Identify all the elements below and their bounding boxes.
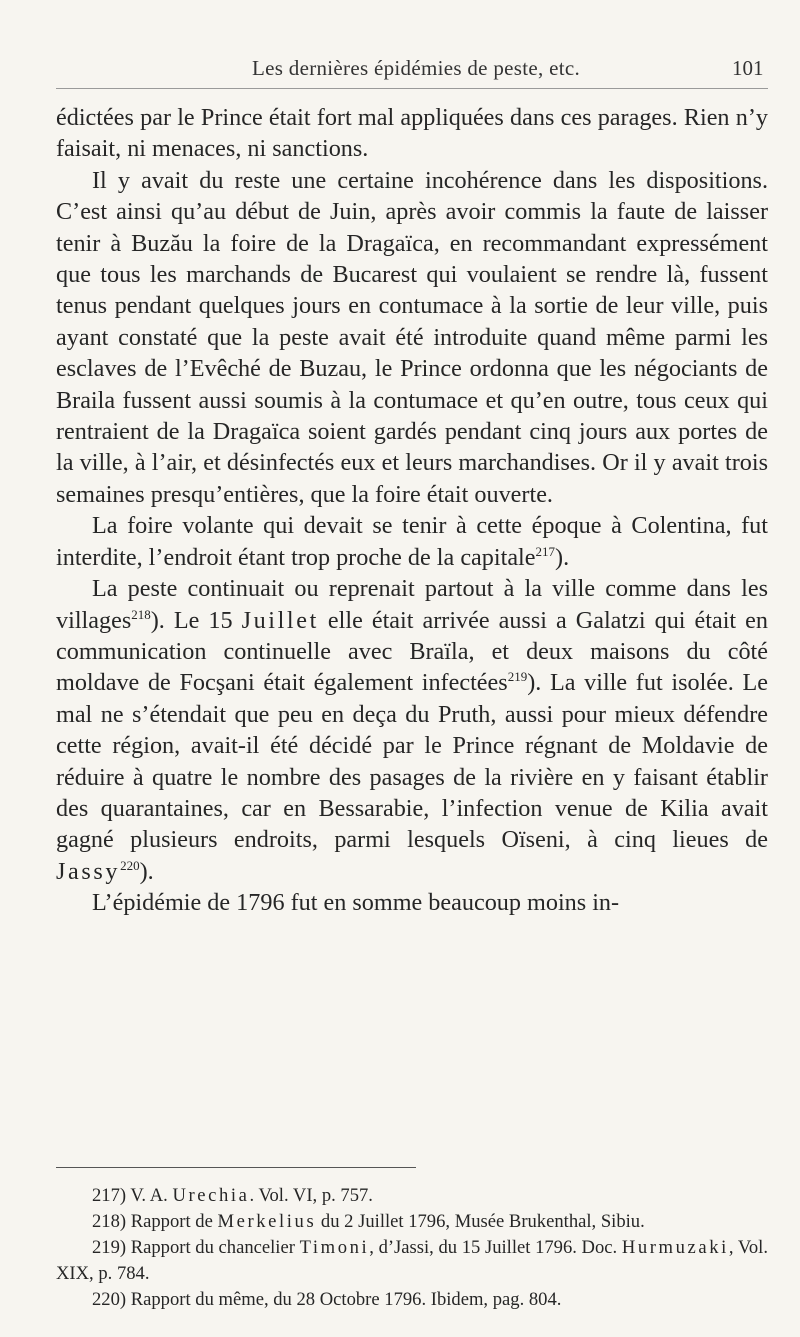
paragraph-3-end: ).	[555, 543, 570, 571]
footnote-text: . Vol. VI, p. 757.	[249, 1185, 373, 1206]
note-ref-220[interactable]: 220	[120, 857, 140, 873]
paragraph-1-text: édictées par le Prince était fort mal appliquées dans ces parages. Rien n’y faisait, ni menaces, ni sanctions.	[56, 104, 768, 163]
note-ref-217[interactable]: 217	[535, 543, 556, 559]
paragraph-4-text-1: La peste continuait ou reprenait partout à la ville comme dans les villages	[56, 575, 768, 634]
paragraph-5	[56, 887, 768, 918]
page-number: 101	[732, 56, 764, 80]
footnote-220	[56, 1287, 768, 1313]
footnote-text: Rapport de	[130, 1211, 218, 1232]
paragraph-3	[56, 510, 768, 573]
footnote-mark: 217)	[92, 1185, 131, 1206]
footnote-text: Rapport du chancelier	[130, 1237, 300, 1258]
place-name-spaced: Jassy	[56, 857, 121, 885]
paragraph-4-text-2: ). Le 15	[150, 606, 242, 634]
header-rule	[56, 88, 768, 89]
paragraph-4-text-4: ). La ville fut isolée. Le mal ne s’étendait que peu en deça du Pruth, aussi pour mieux défendre cette région, avait-il été décidé par le Prince régnant de Moldavie de réduire à quatre le nombre des pasages de la rivière en y faisant établir des quarantaines, car en Bessarabie, l’infection venue de Kilia avait gagné plusieurs endroits, parmi lesquels Oïseni, à cinq lieues de	[56, 669, 768, 854]
footnote-219	[56, 1235, 768, 1287]
footnote-author-2: Hurmuzaki	[621, 1237, 729, 1258]
footnote-mark: 218)	[92, 1211, 131, 1232]
paragraph-1	[56, 102, 768, 165]
footnote-text: Rapport du même, du 28 Octobre 1796. Ibidem, pag. 804.	[130, 1289, 562, 1310]
footnote-rule	[56, 1167, 416, 1168]
footnote-text: , Vol. XIX, p. 784.	[56, 1237, 768, 1284]
footnote-author: Timoni	[299, 1237, 370, 1258]
date-month-spaced: Juillet	[241, 606, 319, 634]
footnote-217	[56, 1183, 768, 1209]
footnotes	[56, 1183, 768, 1313]
note-ref-218[interactable]: 218	[131, 606, 151, 622]
paragraph-4	[56, 573, 768, 887]
paragraph-2-text: Il y avait du reste une certaine incohérence dans les dispositions. C’est ainsi qu’au début de Juin, après avoir commis la faute de laisser tenir à Buzău la foire de la Dragaïca, en recommandant expressément que tous les marchands de Bucarest qui voulaient se rendre là, fussent tenus pendant quelques jours en contumace à la sortie de leur ville, puis ayant constaté que la peste avait été introduite quand même parmi les esclaves de l’Evêché de Buzau, le Prince ordonna que les négociants de Braila fussent aussi soumis à la contumace et qu’en outre, tous ceux qui rentraient de la Dragaïca soient gardés pendant cinq jours aux portes de la ville, à l’air, et désinfectés eux et leurs marchandises. Or il y avait trois semaines presqu’entières, que la foire était ouverte.	[56, 166, 768, 508]
footnote-mark: 219)	[92, 1237, 131, 1258]
footnote-text: du 2 Juillet 1796, Musée Brukenthal, Sibiu.	[316, 1211, 645, 1232]
footnote-author: Urechia	[172, 1185, 250, 1206]
footnote-author: Merkelius	[217, 1211, 317, 1232]
running-title: Les dernières épidémies de peste, etc.	[252, 56, 581, 80]
paragraph-4-text-3: elle était arrivée aussi a Galatzi qui était en communication continuelle avec Braïla, et deux maisons du côté moldave de Focşani était également infectées	[56, 606, 768, 697]
footnote-text: , d’Jassi, du 15 Juillet 1796. Doc.	[369, 1237, 622, 1258]
main-text	[56, 102, 768, 919]
paragraph-4-text-5: ).	[139, 857, 154, 885]
paragraph-5-text: L’épidémie de 1796 fut en somme beaucoup moins in-	[92, 889, 620, 917]
note-ref-219[interactable]: 219	[507, 669, 528, 685]
footnote-mark: 220)	[92, 1289, 131, 1310]
footnote-218	[56, 1209, 768, 1235]
paragraph-3-text: La foire volante qui devait se tenir à cette époque à Colentina, fut interdite, l’endroit étant trop proche de la capitale	[56, 512, 768, 571]
footnote-text: V. A.	[130, 1185, 173, 1206]
paragraph-2	[56, 165, 768, 510]
